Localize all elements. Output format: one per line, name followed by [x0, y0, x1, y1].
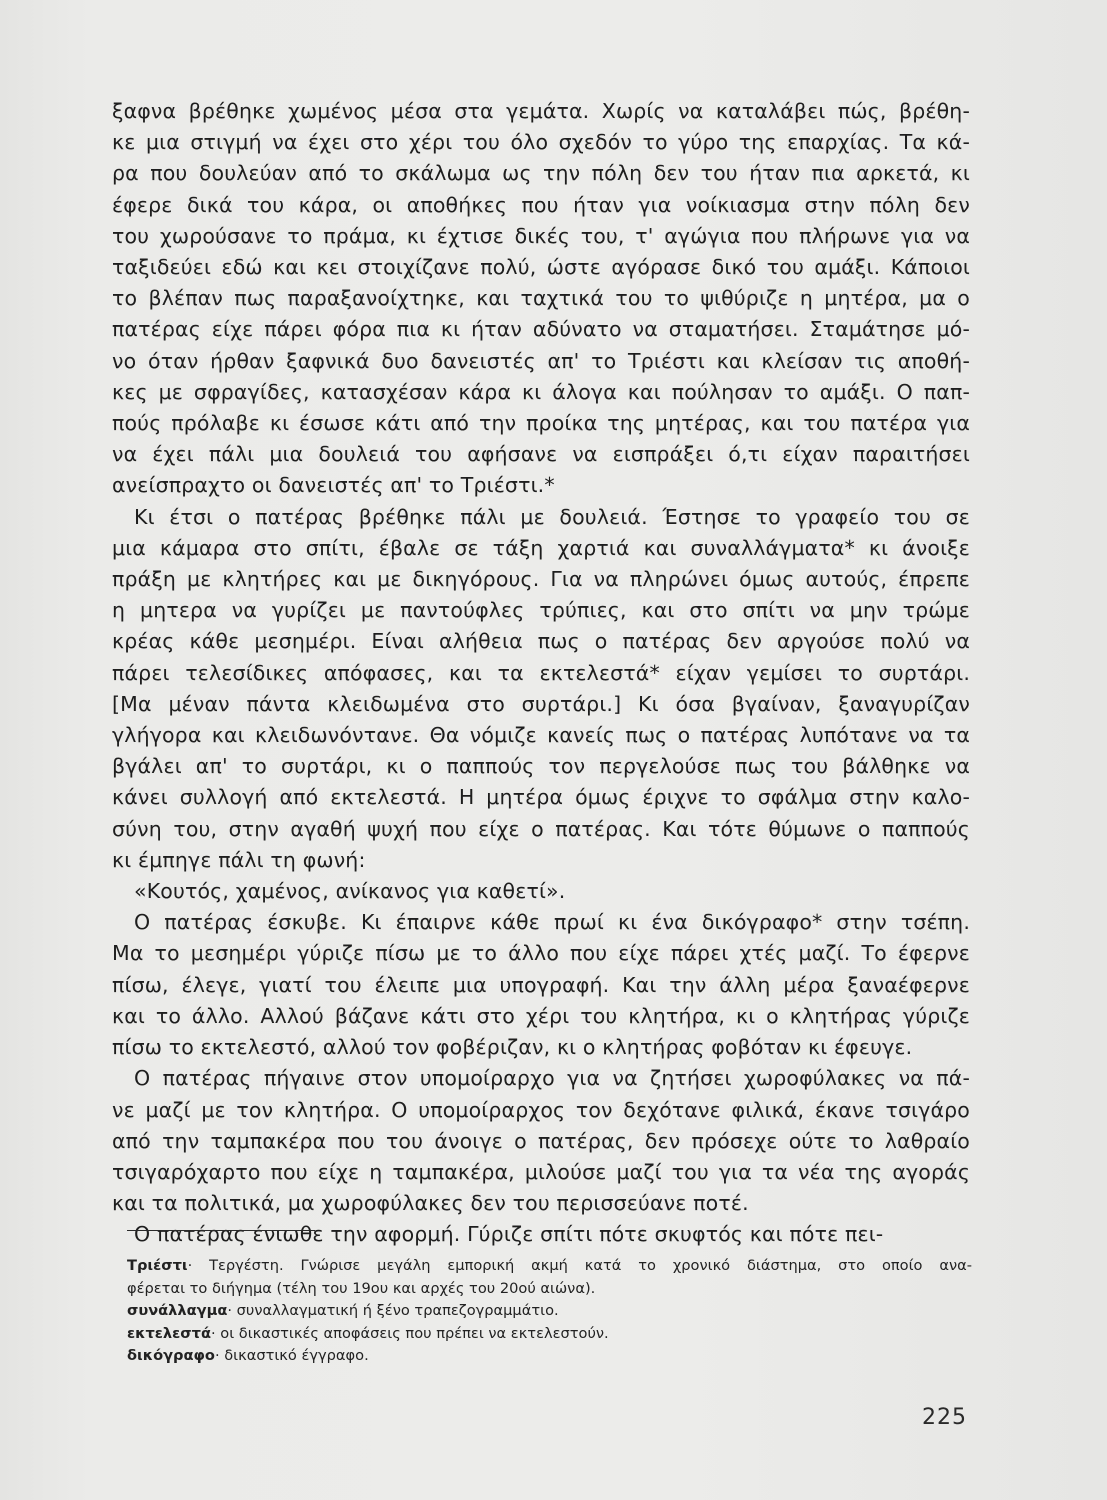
- text-line: του χωρούσανε το πράμα, κι έχτισε δικές του, τ' αγώγια που πλήρωνε για να: [112, 223, 970, 248]
- footnote-divider: [127, 1230, 315, 1231]
- text-line: να έχει πάλι μια δουλειά του αφήσανε να εισπράξει ό,τι είχαν παραιτήσει: [112, 442, 970, 467]
- text-line: Ο πατέρας ένιωθε την αφορμή. Γύριζε σπίτι πότε σκυφτός και πότε πει-: [134, 1222, 884, 1247]
- text-line: πατέρας είχε πάρει φόρα πια κι ήταν αδύνατο να σταματήσει. Σταμάτησε μό-: [112, 317, 970, 342]
- paragraph: [112, 907, 970, 1063]
- text-line: πούς πρόλαβε κι έσωσε κάτι από την προίκα της μητέρας, και του πατέρα για: [112, 411, 970, 436]
- footnote-line: [127, 1255, 972, 1278]
- text-line: ξαφνα βρέθηκε χωμένος μέσα στα γεμάτα. Χωρίς να καταλάβει πώς, βρέθη-: [112, 99, 970, 123]
- footnote-separator: ·: [211, 1324, 221, 1342]
- text-line: ρα που δουλεύαν από το σκάλωμα ως την πόλη δεν του ήταν πια αρκετά, κι: [112, 161, 970, 186]
- text-line: πράξη με κλητήρες και με δικηγόρους. Για να πληρώνει όμως αυτούς, έπρεπε: [112, 567, 970, 592]
- text-line: σύνη του, στην αγαθή ψυχή που είχε ο πατέρας. Και τότε θύμωνε ο παππούς: [112, 816, 970, 841]
- text-line: «Κουτός, χαμένος, ανίκανος για καθετί».: [134, 879, 566, 904]
- text-line: ταξιδεύει εδώ και κει στοιχίζανε πολύ, ώστε αγόρασε δικό του αμάξι. Κάποιοι: [112, 255, 970, 280]
- text-line: γλήγορα και κλειδωνόντανε. Θα νόμιζε κανείς πως ο πατέρας λυπότανε να τα: [112, 723, 970, 748]
- footnote-line: [127, 1345, 972, 1368]
- footnote-line: [127, 1300, 972, 1323]
- footnote-separator: ·: [227, 1302, 237, 1319]
- paragraph: [112, 876, 970, 907]
- footnote-definition: συναλλαγματική ή ξένο τραπεζογραμμάτιο.: [236, 1302, 559, 1319]
- footnote-term: δικόγραφο: [127, 1347, 215, 1364]
- footnote-definition: Τεργέστη. Γνώρισε μεγάλη εμπορική ακμή κατά το χρονικό διάστημα, στο οποίο ανα-: [209, 1257, 973, 1274]
- text-line: πάρει τελεσίδικες απόφασες, και τα εκτελεστά* είχαν γεμίσει το συρτάρι.: [112, 660, 970, 685]
- footnote: [127, 1255, 972, 1300]
- footnote-line: [127, 1278, 972, 1301]
- footnote-term: Τριέστι: [127, 1257, 188, 1274]
- footnote: [127, 1345, 972, 1368]
- text-line: κι έμπηγε πάλι τη φωνή:: [112, 847, 366, 872]
- text-line: νε μαζί με τον κλητήρα. Ο υπομοίραρχος τον δεχότανε φιλικά, έκανε τσιγάρο: [112, 1097, 970, 1122]
- text-line: πίσω το εκτελεστό, αλλού τον φοβέριζαν, κι ο κλητήρας φοβόταν κι έφευγε.: [112, 1035, 913, 1060]
- text-line: Μα το μεσημέρι γύριζε πίσω με το άλλο που είχε πάρει χτές μαζί. Το έφερνε: [112, 941, 970, 966]
- text-line: Κι έτσι ο πατέρας βρέθηκε πάλι με δουλειά. Έστησε το γραφείο του σε: [134, 504, 970, 529]
- footnote-definition: φέρεται το διήγημα (τέλη του 19ου και αρχές του 20ού αιώνα).: [127, 1279, 596, 1297]
- text-line: ανείσπραχτο οι δανειστές απ' το Τριέστι.*: [112, 473, 555, 498]
- text-line: κε μια στιγμή να έχει στο χέρι του όλο σχεδόν το γύρο της επαρχίας. Τα κά-: [112, 130, 970, 155]
- text-line: κρέας κάθε μεσημέρι. Είναι αλήθεια πως ο πατέρας δεν αργούσε πολύ να: [112, 629, 970, 654]
- text-line: το βλέπαν πως παραξανοίχτηκε, και ταχτικά του το ψιθύριζε η μητέρα, μα ο: [112, 286, 970, 311]
- footnote-term: συνάλλαγμα: [127, 1302, 228, 1319]
- text-line: κάνει συλλογή από εκτελεστά. Η μητέρα όμως έριχνε το σφάλμα στην καλο-: [112, 785, 970, 810]
- footnote-separator: ·: [187, 1257, 210, 1274]
- footnote-definition: δικαστικό έγγραφο.: [224, 1347, 369, 1364]
- page-number: 225: [922, 1405, 967, 1430]
- text-line: από την ταμπακέρα που του άνοιγε ο πατέρας, δεν πρόσεχε ούτε το λαθραίο: [112, 1128, 970, 1153]
- text-line: τσιγαρόχαρτο που είχε η ταμπακέρα, μιλούσε μαζί του για τα νέα της αγοράς: [112, 1159, 970, 1184]
- text-line: και τα πολιτικά, μα χωροφύλακες δεν του περισσεύανε ποτέ.: [112, 1191, 749, 1216]
- text-line: πίσω, έλεγε, γιατί του έλειπε μια υπογραφή. Και την άλλη μέρα ξαναέφερνε: [112, 972, 970, 997]
- footnote-separator: ·: [214, 1347, 225, 1364]
- text-line: έφερε δικά του κάρα, οι αποθήκες που ήταν για νοίκιασμα στην πόλη δεν: [112, 192, 970, 217]
- text-line: η μητερα να γυρίζει με παντούφλες τρύπιες, και στο σπίτι να μην τρώμε: [112, 598, 970, 623]
- footnote-line: [127, 1323, 972, 1346]
- paragraph: [112, 502, 970, 876]
- paragraph: [112, 96, 970, 502]
- text-line: νο όταν ήρθαν ξαφνικά δυο δανειστές απ' το Τριέστι και κλείσαν τις αποθή-: [112, 348, 970, 373]
- paragraph: [112, 1219, 970, 1250]
- footnote-term: εκτελεστά: [127, 1324, 211, 1342]
- text-line: βγάλει απ' το συρτάρι, κι ο παππούς τον περγελούσε πως του βάλθηκε να: [112, 754, 970, 779]
- main-text: [112, 96, 970, 1251]
- text-line: Ο πατέρας έσκυβε. Κι έπαιρνε κάθε πρωί κι ένα δικόγραφο* στην τσέπη.: [134, 910, 970, 935]
- footnote: [127, 1323, 972, 1346]
- footnote: [127, 1300, 972, 1323]
- paragraph: [112, 1063, 970, 1219]
- footnote-definition: οι δικαστικές αποφάσεις που πρέπει να εκτελεστούν.: [220, 1324, 609, 1342]
- text-line: Ο πατέρας πήγαινε στον υπομοίραρχο για να ζητήσει χωροφύλακες να πά-: [134, 1066, 970, 1091]
- text-line: και το άλλο. Αλλού βάζανε κάτι στο χέρι του κλητήρα, κι ο κλητήρας γύριζε: [112, 1003, 970, 1028]
- text-line: μια κάμαρα στο σπίτι, έβαλε σε τάξη χαρτιά και συναλλάγματα* κι άνοιξε: [112, 535, 970, 560]
- footnotes: [127, 1255, 972, 1368]
- text-line: κες με σφραγίδες, κατασχέσαν κάρα κι άλογα και πούλησαν το αμάξι. Ο παπ-: [112, 379, 970, 404]
- text-line: [Μα μέναν πάντα κλειδωμένα στο συρτάρι.] Κι όσα βγαίναν, ξαναγυρίζαν: [112, 691, 970, 716]
